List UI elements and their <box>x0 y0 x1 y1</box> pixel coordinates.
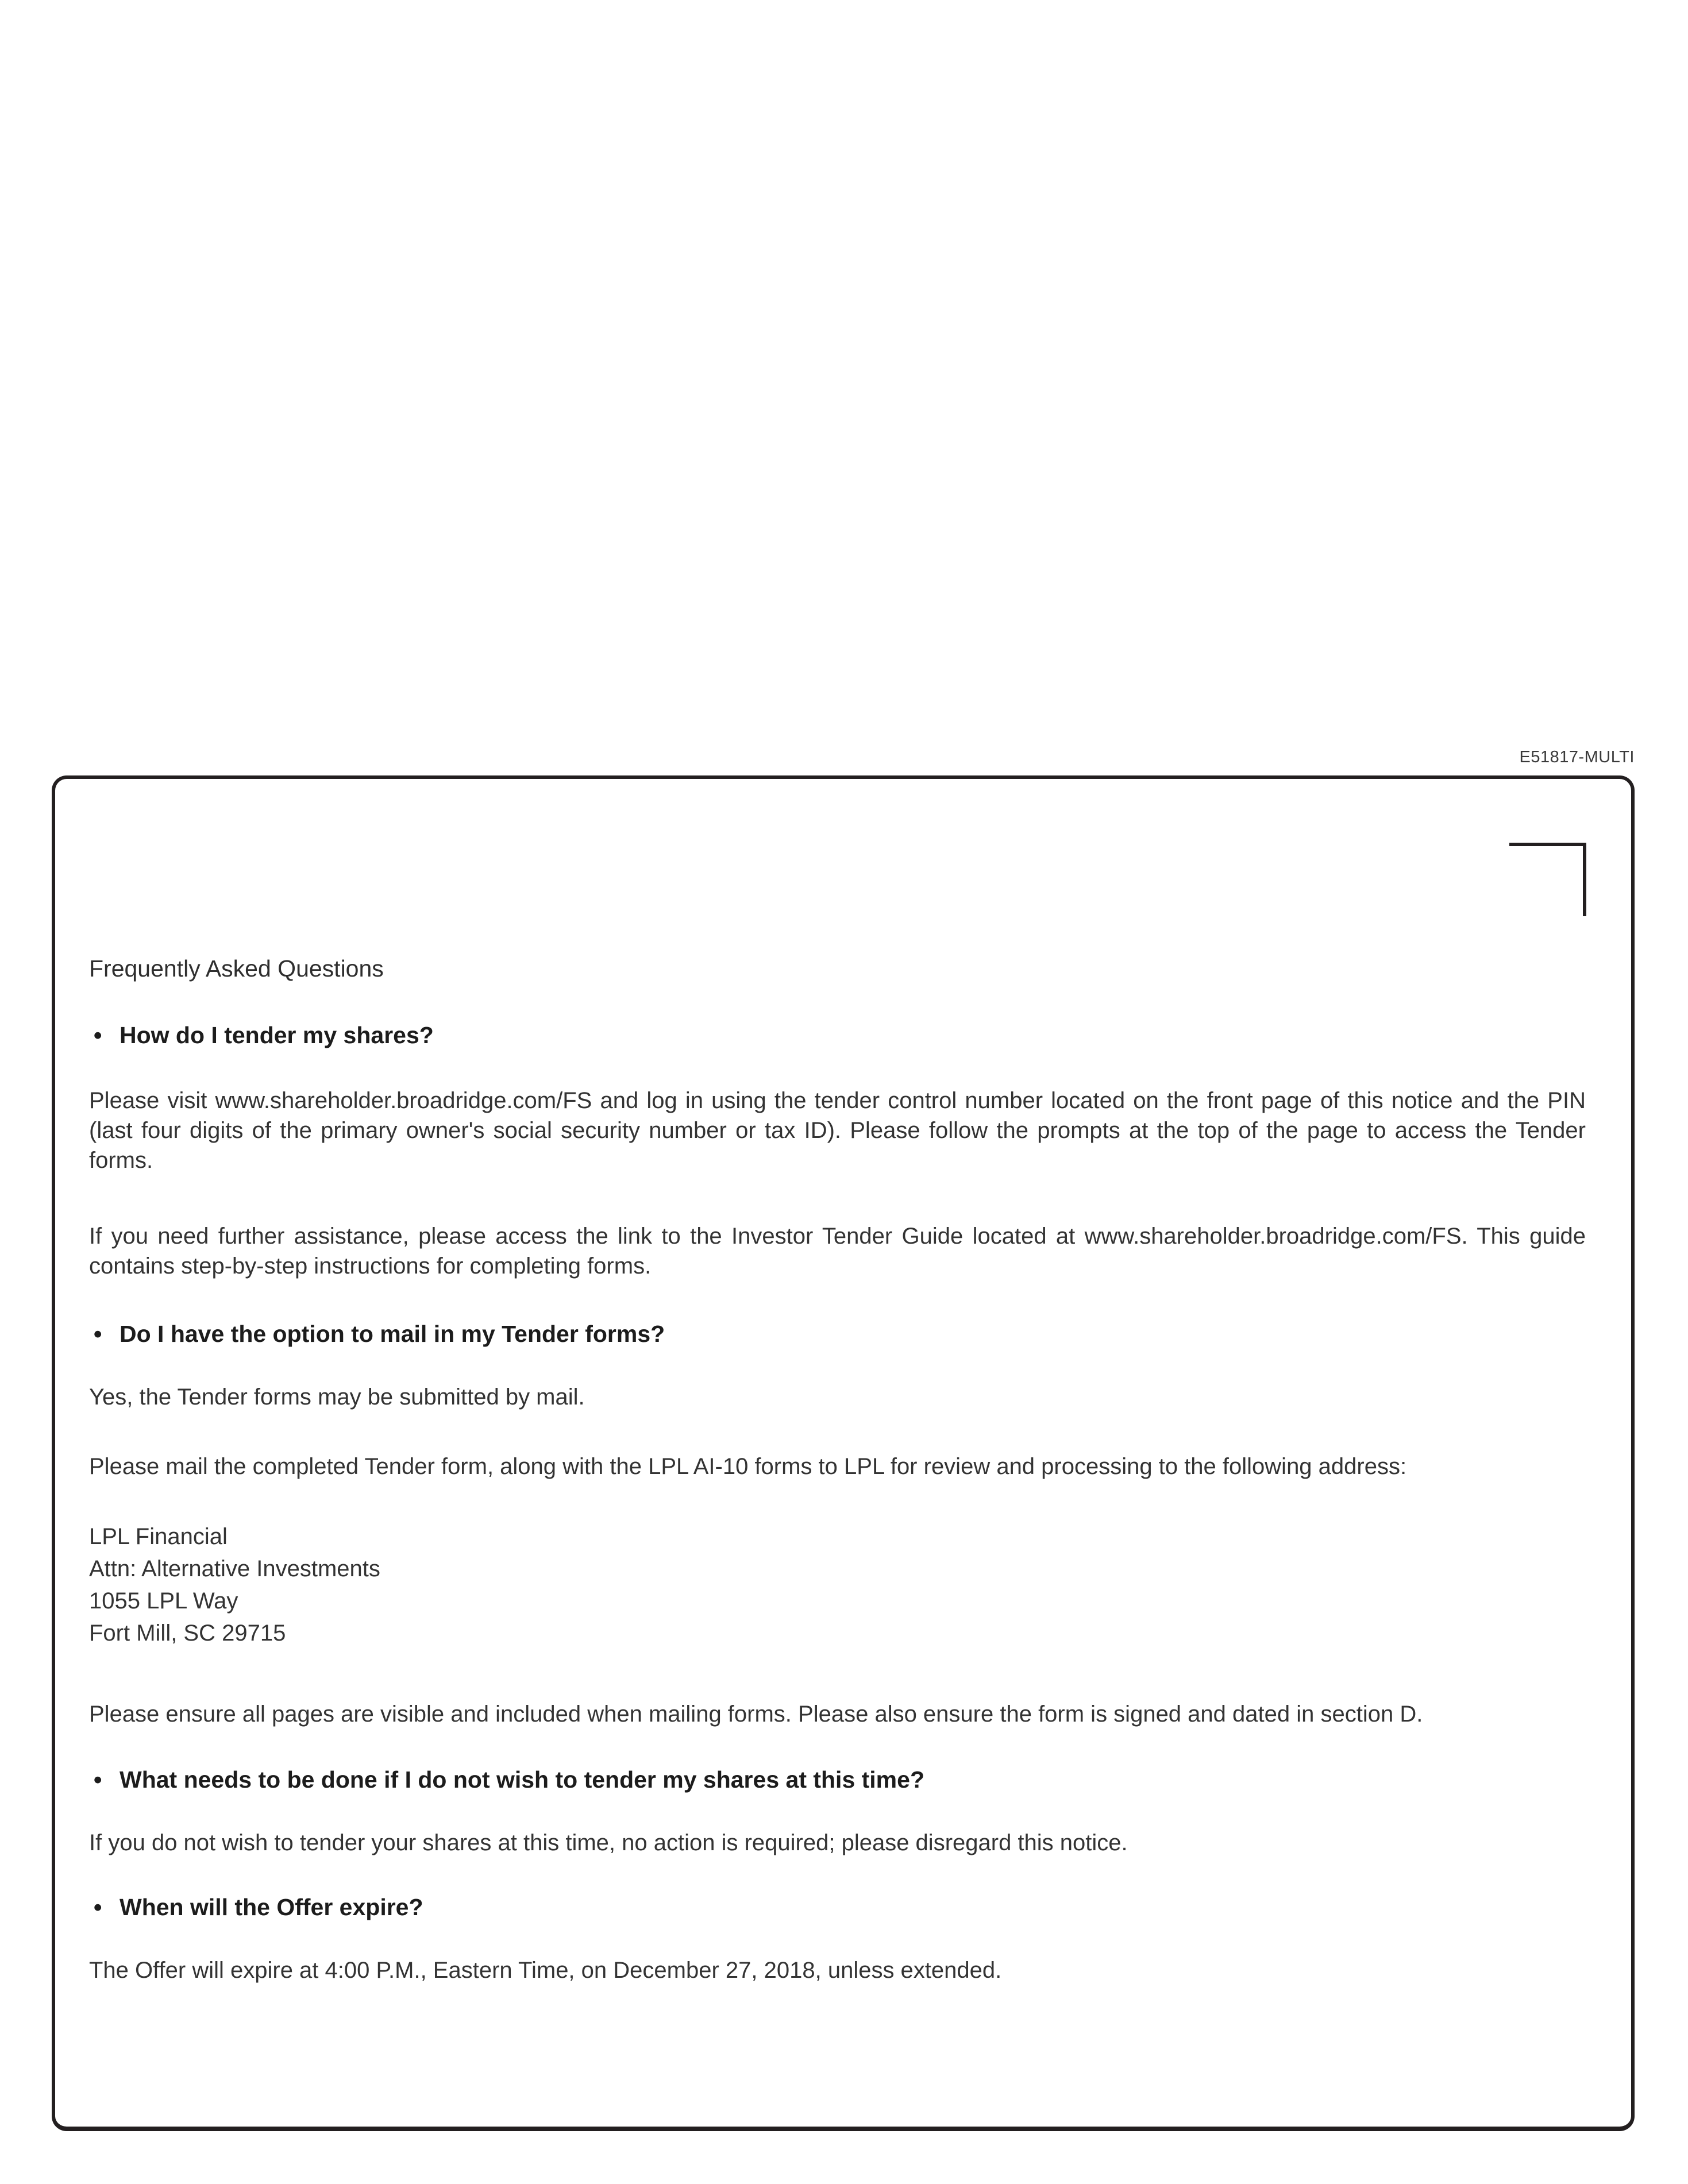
answer-paragraph: Please ensure all pages are visible and included when mailing forms. Please also ensure the form is signed and dated in section D. <box>89 1701 1423 1727</box>
faq-question-item <box>89 1892 1586 1922</box>
bullet-icon: • <box>94 1321 102 1347</box>
answer-paragraph: Yes, the Tender forms may be submitted by mail. <box>89 1384 585 1410</box>
question-text: Do I have the option to mail in my Tender forms? <box>120 1321 665 1347</box>
address-line: 1055 LPL Way <box>89 1588 238 1614</box>
faq-section-title: Frequently Asked Questions <box>89 955 384 982</box>
answer-paragraph: Please visit www.shareholder.broadridge.com/FS and log in using the tender control number located on the front page of this notice and the PIN (last four digits of the primary owner's social security number or tax ID). Please follow the prompts at the top of the page to access the Tender forms. <box>89 1088 1586 1173</box>
address-line: Fort Mill, SC 29715 <box>89 1620 286 1646</box>
question-text: How do I tender my shares? <box>120 1022 434 1048</box>
question-text: What needs to be done if I do not wish to tender my shares at this time? <box>120 1766 924 1793</box>
bullet-icon: • <box>94 1022 102 1048</box>
mailing-address-block <box>89 1521 1586 1649</box>
answer-paragraph: The Offer will expire at 4:00 P.M., Eastern Time, on December 27, 2018, unless extended. <box>89 1958 1002 1983</box>
faq-question-item <box>89 1020 1586 1050</box>
answer-paragraph: If you need further assistance, please access the link to the Investor Tender Guide located at www.shareholder.broadridge.com/FS. This guide contains step-by-step instructions for completing forms. <box>89 1224 1586 1279</box>
answer-paragraph: Please mail the completed Tender form, along with the LPL AI-10 forms to LPL for review and processing to the following address: <box>89 1454 1407 1479</box>
answer-paragraph: If you do not wish to tender your shares at this time, no action is required; please disregard this notice. <box>89 1830 1128 1855</box>
address-line: Attn: Alternative Investments <box>89 1556 380 1581</box>
faq-document-box <box>52 775 1635 2131</box>
faq-question-item <box>89 1765 1586 1795</box>
corner-registration-mark-icon <box>1509 843 1586 916</box>
bullet-icon: • <box>94 1894 102 1920</box>
address-line: LPL Financial <box>89 1524 228 1549</box>
faq-question-item <box>89 1319 1586 1349</box>
question-text: When will the Offer expire? <box>120 1894 423 1920</box>
bullet-icon: • <box>94 1766 102 1793</box>
faq-content <box>89 954 1586 2020</box>
form-code-label: E51817-MULTI <box>1519 748 1635 766</box>
